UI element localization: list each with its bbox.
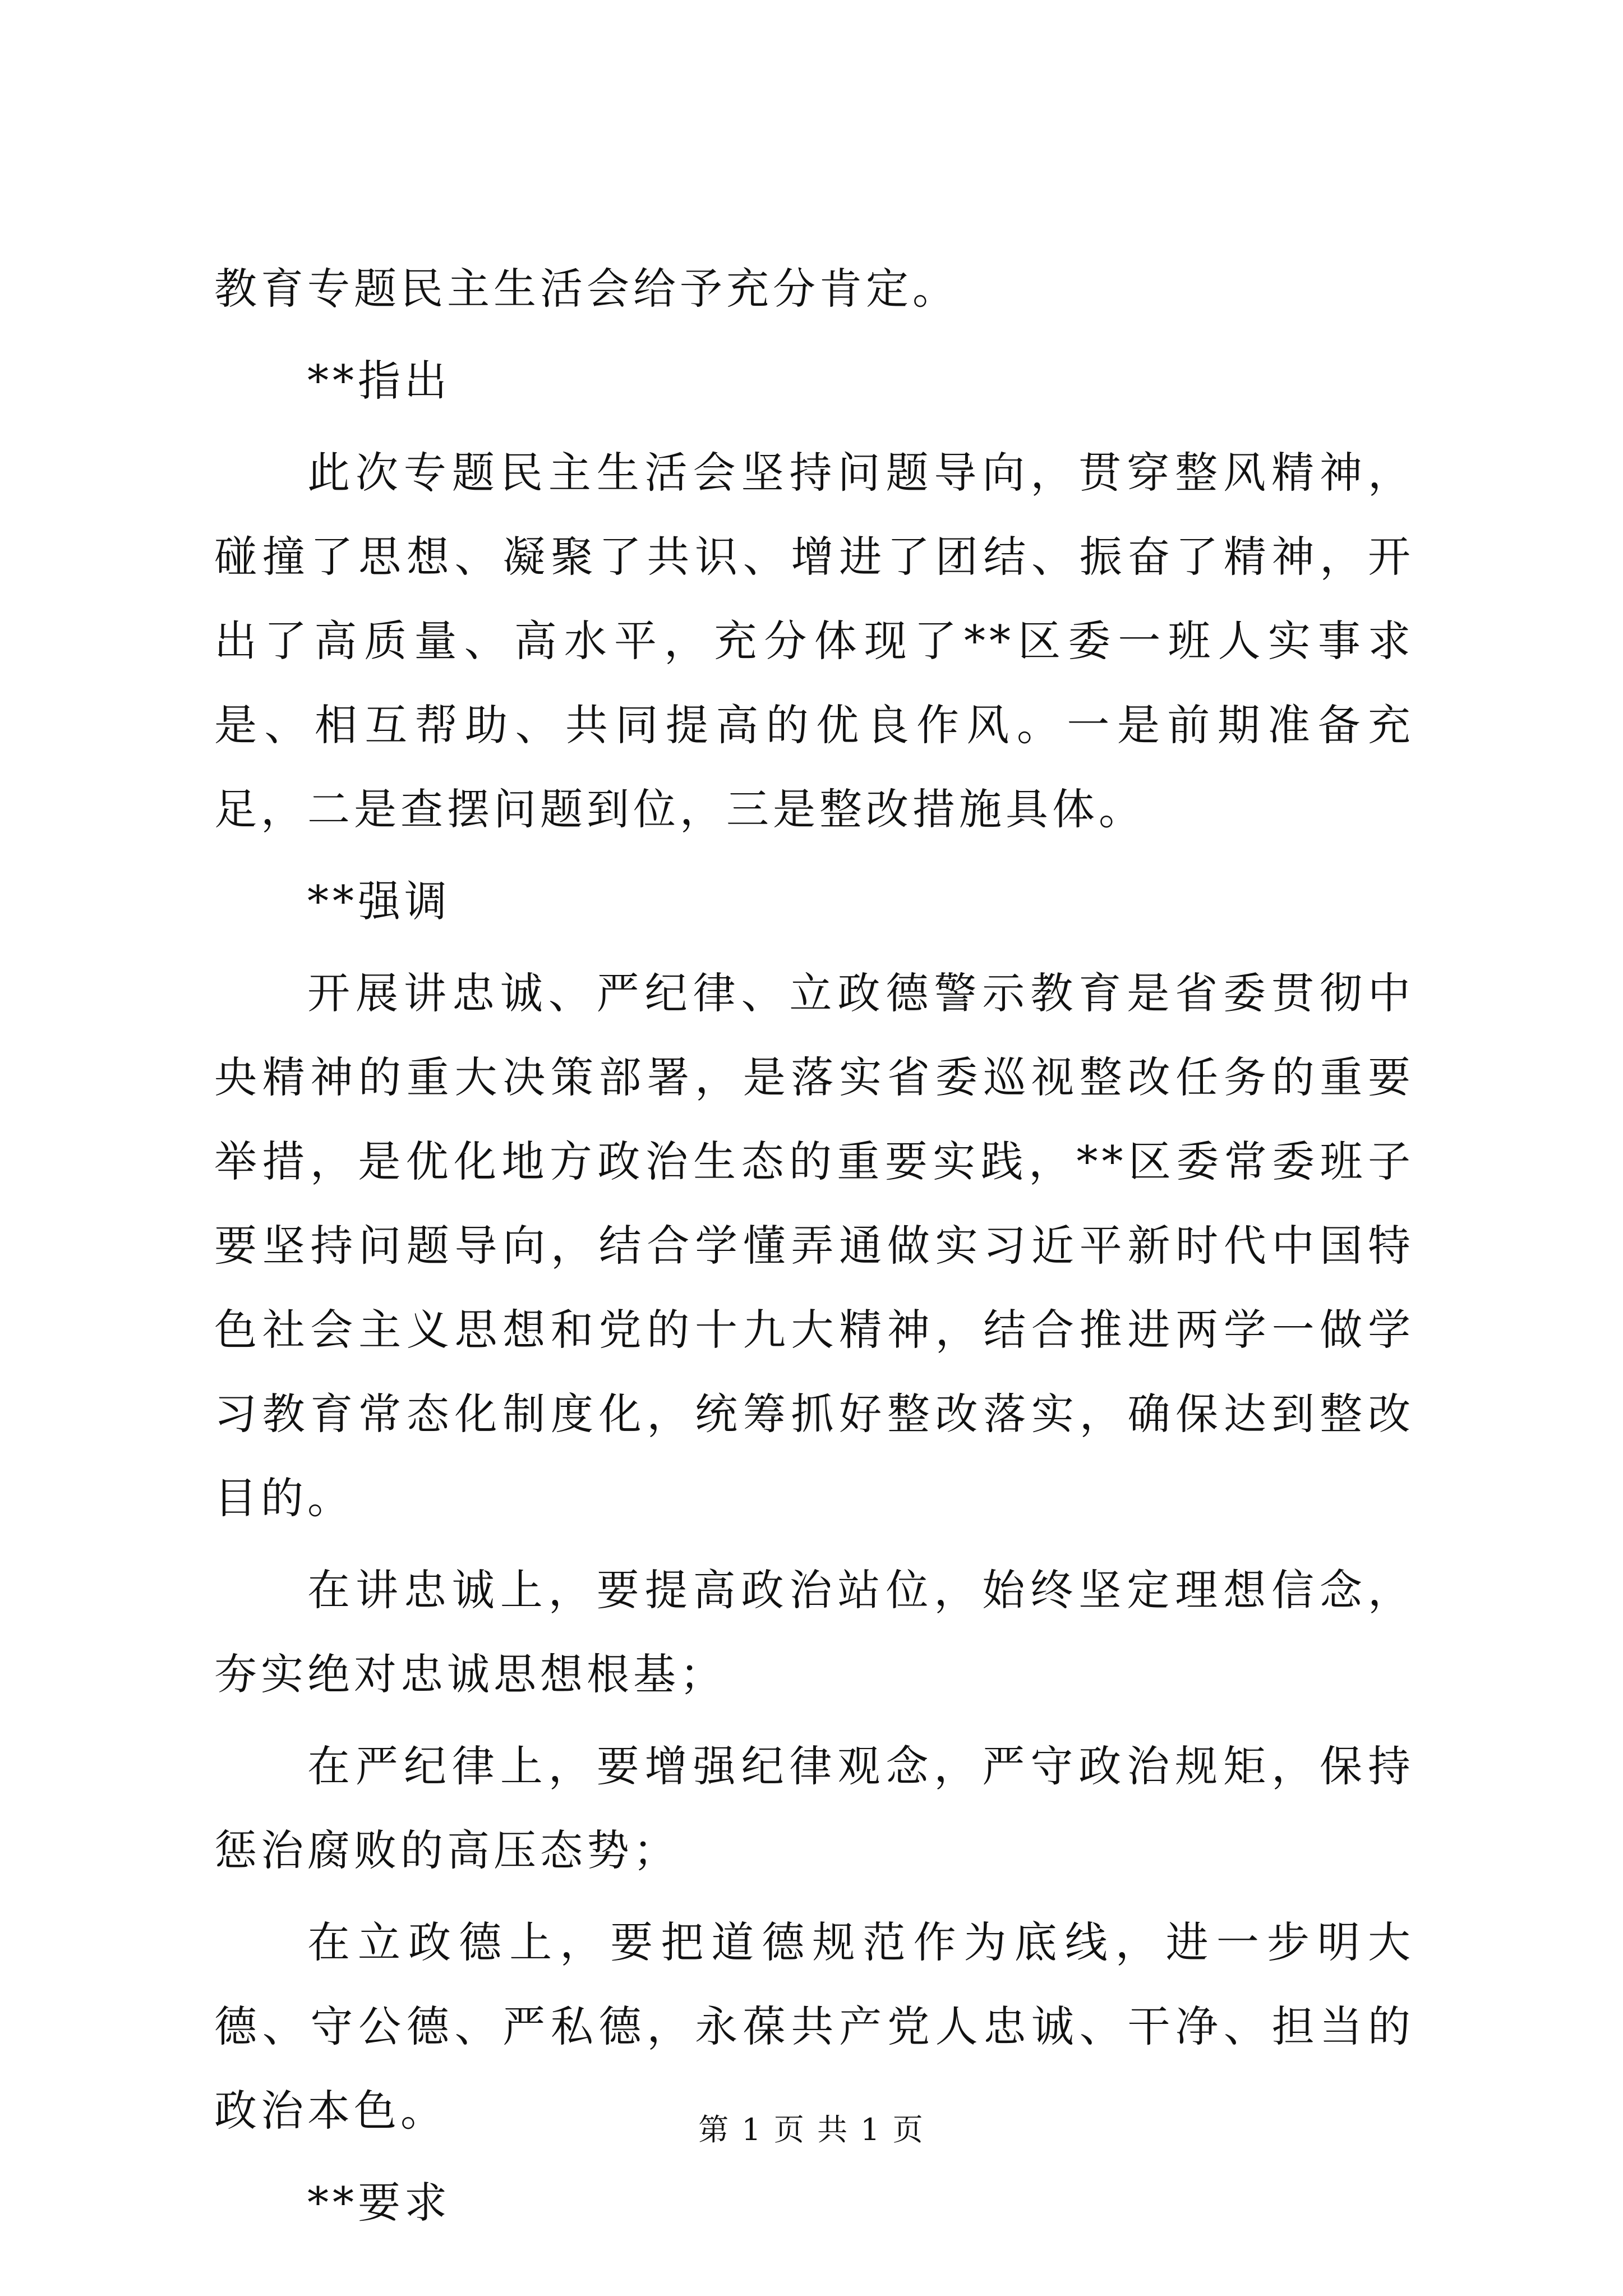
paragraph-8: 在立政德上，要把道德规范作为底线，进一步明大德、守公德、严私德，永葆共产党人忠诚、干净、担当的政治本色。 bbox=[214, 1917, 1414, 2136]
page-footer: 第 1 页 共 1 页 bbox=[698, 2112, 925, 2147]
paragraph-7: 在严纪律上，要增强纪律观念，严守政治规矩，保持惩治腐败的高压态势； bbox=[214, 1741, 1414, 1875]
paragraph-1: 教育专题民主生活会给予充分肯定。 bbox=[214, 264, 959, 314]
paragraph-2-heading: **指出 bbox=[307, 356, 451, 406]
paragraph-9-heading: **要求 bbox=[307, 2178, 451, 2228]
paragraph-5: 开展讲忠诚、严纪律、立政德警示教育是省委贯彻中央精神的重大决策部署，是落实省委巡视整改任务的重要举措，是优化地方政治生态的重要实践，**区委常委班子要坚持问题导向，结合学懂弄通做实习近平新时代中国特色社会主义思想和党的十九大精神，结合推进两学一做学习教育常态化制度化，统筹抓好整改落实，确保达到整改目的。 bbox=[214, 968, 1414, 1523]
document-body bbox=[214, 247, 1414, 2253]
paragraph-6: 在讲忠诚上，要提高政治站位，始终坚定理想信念，夯实绝对忠诚思想根基； bbox=[214, 1565, 1414, 1699]
paragraph-3: 此次专题民主生活会坚持问题导向，贯穿整风精神，碰撞了思想、凝聚了共识、增进了团结、振奋了精神，开出了高质量、高水平，充分体现了**区委一班人实事求是、相互帮助、共同提高的优良作风。一是前期准备充足，二是查摆问题到位，三是整改措施具体。 bbox=[214, 448, 1414, 834]
paragraph-4-heading: **强调 bbox=[307, 876, 451, 926]
